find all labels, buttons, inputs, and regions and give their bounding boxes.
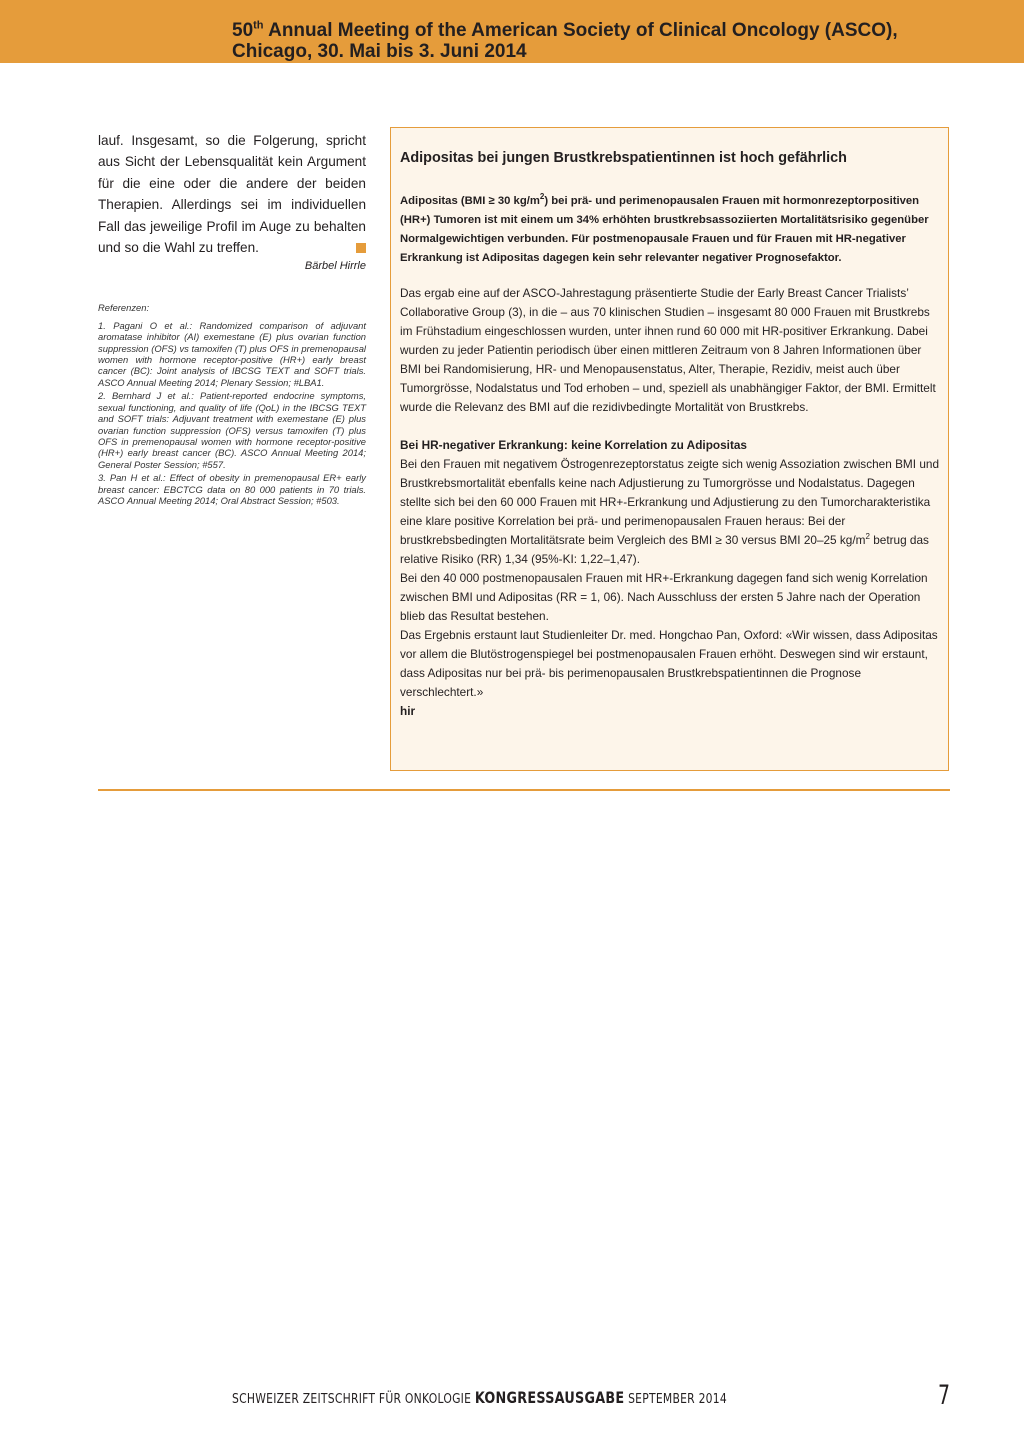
references-section	[98, 302, 366, 506]
reference-item: 1. Pagani O et al.: Randomized comparison of adjuvant aromatase inhibitor (AI) exemestane (E) plus ovarian function suppression (OFS) vs tamoxifen (T) plus OFS in premenopausal women with hormone receptor-positive (HR+) early breast cancer (BC): Joint analysis of IBCSG TEXT and SOFT trials. ASCO Annual Meeting 2014; Plenary Session; #LBA1.	[98, 319, 366, 388]
header-bar	[0, 0, 1024, 63]
box-paragraph-1: Das ergab eine auf der ASCO-Jahrestagung präsentierte Studie der Early Breast Cancer Trialists’ Collaborative Group (3), in die – aus 70 klinischen Studien – insgesamt 80 000 Frauen mit Brustkrebs im Frühstadium eingeschlossen wurden, unter ihnen rund 60 000 mit HR-positiver Erkrankung. Dabei wurden zu jeder Patientin periodisch über einen mittleren Zeitraum von 8 Jahren Informationen über BMI bei Randomisierung, HR- und Menopausenstatus, Alter, Therapie, Rezidiv, meist auch über Tumorgrösse, Nodalstatus und Tod erhoben – und, speziell als unabhängiger Faktor, der BMI. Ermittelt wurde die Relevanz des BMI auf die rezidivbedingte Mortalität von Brustkrebs.	[400, 286, 936, 414]
box-title: Adipositas bei jungen Brustkrebspatientinnen ist hoch gefährlich	[400, 150, 847, 166]
box-lead-paragraph	[400, 192, 939, 268]
box-paragraph-2-start: Bei den Frauen mit negativem Östrogenrezeptorstatus zeigte sich wenig Assoziation zwischen BMI und Brustkrebsmortalität ebenfalls keine nach Adjustierung zu Tumorgrösse und Nodalstatus. Dagegen stellte sich bei den 60 000 Frauen mit HR+-Erkrankung und Adjustierung zu den Tumorcharakteristika eine klare positive Korrelation bei prä- und perimenopausalen Frauen heraus: Bei der brustkrebsbedingten Mortalitätsrate beim Vergleich des BMI ≥ 30 versus BMI 20–25 kg/m	[400, 457, 939, 547]
box-lead-end: ) bei prä- und perimenopausalen Frauen mit hormonrezeptorpositiven (HR+) Tumoren ist mit einem um 34% erhöhten brustkrebsassoziierten Mortalitätsrisiko gegenüber Normalgewichtigen verbunden. Für postmenopausale Frauen und für Frauen mit HR-negativer Erkrankung ist Adipositas dagegen kein sehr relevanter negativer Prognosefaktor.	[400, 195, 929, 264]
sidebar-box	[390, 127, 949, 771]
article-body-content: lauf. Insgesamt, so die Folgerung, spricht aus Sicht der Lebensqualität kein Argument für die eine oder die andere der beiden Therapien. Allerdings sei im individuellen Fall das jeweilige Profil im Auge zu behalten und so die Wahl zu treffen.	[98, 133, 366, 256]
page-header-title	[232, 20, 1012, 62]
page-number: 7	[938, 1380, 951, 1411]
header-title-number: 50	[232, 20, 254, 41]
footer-journal-name: SCHWEIZER ZEITSCHRIFT FÜR ONKOLOGIE	[232, 1391, 475, 1407]
end-of-article-square-icon	[356, 243, 366, 253]
reference-item: 2. Bernhard J et al.: Patient-reported endocrine symptoms, sexual functioning, and quality of life (QoL) in the IBCSG TEXT and SOFT trials: Adjuvant treatment with exemestane (E) plus ovarian function suppression (OFS) versus tamoxifen (T) plus OFS in premenopausal women with hormone receptor-positive (HR+) early breast cancer (BC). ASCO Annual Meeting 2014; General Poster Session; #557.	[98, 390, 366, 470]
header-title-text: Annual Meeting of the American Society of Clinical Oncology (ASCO),	[263, 20, 898, 41]
left-column	[98, 130, 366, 508]
article-author: Bärbel Hirrle	[304, 260, 366, 273]
box-paragraph-3: Bei den 40 000 postmenopausalen Frauen mit HR+-Erkrankung dagegen fand sich wenig Korrelation zwischen BMI und Adipositas (RR = 1, 06). Nach Ausschluss der ersten 5 Jahre nach der Operation blieb das Resultat bestehen.	[400, 571, 928, 623]
page-footer	[232, 1388, 728, 1407]
references-title: Referenzen:	[98, 302, 150, 314]
box-lead-start: Adipositas (BMI ≥ 30 kg/m	[400, 195, 540, 207]
header-title-line2: Chicago, 30. Mai bis 3. Juni 2014	[232, 41, 527, 62]
box-subheading: Bei HR-negativer Erkrankung: keine Korrelation zu Adipositas	[400, 438, 747, 452]
box-paragraph-2	[400, 455, 939, 569]
reference-item: 3. Pan H et al.: Effect of obesity in premenopausal ER+ early breast cancer: EBCTCG data on 80 000 patients in 70 trials. ASCO Annual Meeting 2014; Oral Abstract Session; #503.	[98, 472, 366, 506]
box-paragraph-2-end: betrug das relative Risiko (RR) 1,34 (95%-KI: 1,22–1,47).	[400, 533, 929, 566]
box-author: hir	[400, 704, 416, 718]
footer-edition: KONGRESSAUSGABE	[474, 1388, 625, 1407]
horizontal-divider	[98, 789, 950, 791]
header-title-superscript: th	[253, 19, 264, 32]
article-body-text	[98, 130, 366, 258]
box-lead-superscript: 2	[539, 192, 545, 202]
box-paragraph-2-superscript: 2	[865, 532, 870, 542]
footer-issue: SEPTEMBER 2014	[624, 1391, 728, 1407]
box-paragraph-4: Das Ergebnis erstaunt laut Studienleiter Dr. med. Hongchao Pan, Oxford: «Wir wissen, dass Adipositas vor allem die Blutöstrogenspiegel bei postmenopausalen Frauen erhöht. Deswegen sind wir erstaunt, dass Adipositas nur bei prä- bis perimenopausalen Brustkrebspatientinnen die Prognose verschlechtert.»	[400, 628, 938, 699]
